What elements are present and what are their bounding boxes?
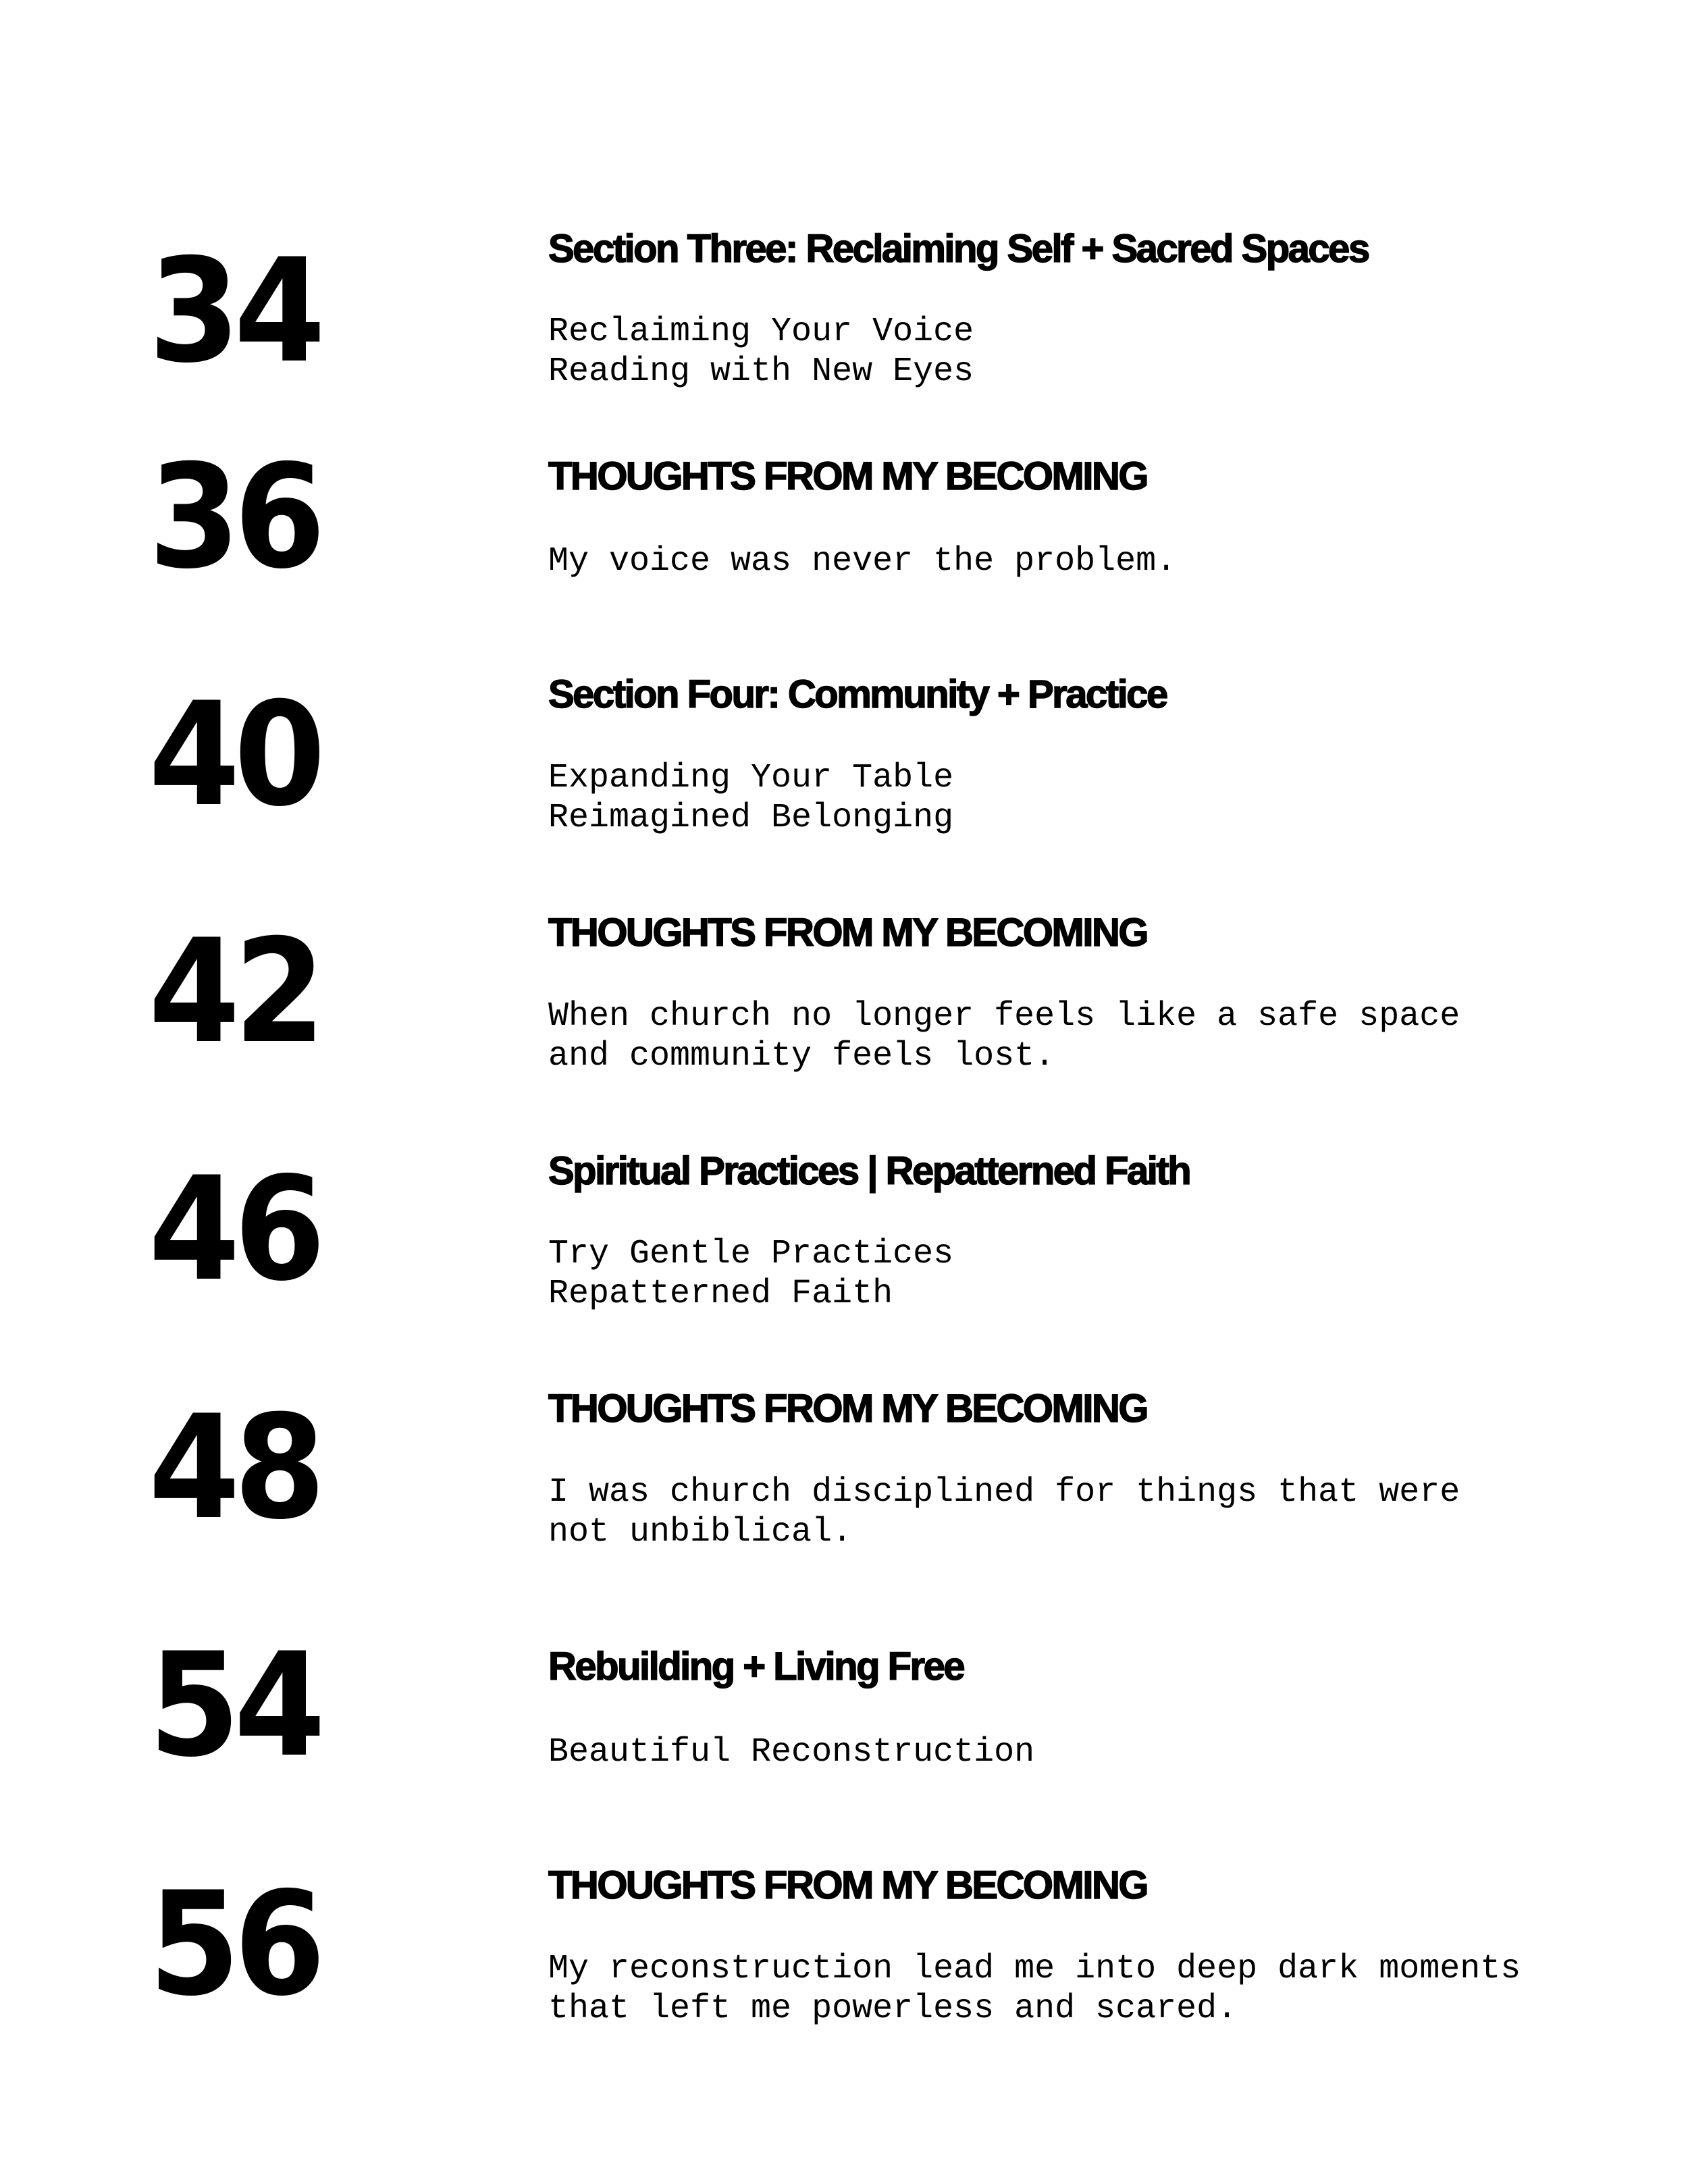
page-number: 54: [149, 1622, 320, 1788]
entry-subtitle-list: [548, 1732, 1034, 1772]
entry-heading: Section Four: Community + Practice: [548, 672, 1167, 716]
entry-subtitle: Reimagined Belonging: [548, 799, 954, 837]
entry-subtitle: Reading with New Eyes: [548, 352, 974, 391]
entry-subtitle: I was church disciplined for things that were: [548, 1473, 1460, 1512]
entry-heading: Rebuilding + Living Free: [548, 1645, 964, 1688]
entry-subtitle: Expanding Your Table: [548, 759, 954, 797]
page-number: 36: [149, 433, 320, 600]
page-number: 56: [149, 1861, 320, 2027]
entry-subtitle-list: [548, 1949, 1521, 2029]
entry-heading: Section Three: Reclaiming Self + Sacred Spaces: [548, 227, 1369, 271]
entry-subtitle-list: [548, 541, 1176, 581]
entry-subtitle-list: [548, 1472, 1460, 1552]
entry-subtitle-list: [548, 758, 953, 838]
entry-heading: THOUGHTS FROM MY BECOMING: [548, 1863, 1147, 1907]
entry-heading: THOUGHTS FROM MY BECOMING: [548, 454, 1147, 498]
entry-subtitle: Try Gentle Practices: [548, 1235, 954, 1273]
entry-heading: THOUGHTS FROM MY BECOMING: [548, 911, 1147, 955]
entry-subtitle-list: [548, 1234, 953, 1314]
entry-subtitle: My reconstruction lead me into deep dark moments: [548, 1950, 1521, 1988]
page-number: 46: [149, 1146, 320, 1312]
entry-subtitle: Beautiful Reconstruction: [548, 1733, 1035, 1772]
entry-subtitle: Repatterned Faith: [548, 1275, 893, 1313]
entry-subtitle: that left me powerless and scared.: [548, 1990, 1238, 2028]
entry-subtitle: and community feels lost.: [548, 1037, 1055, 1075]
entry-subtitle: My voice was never the problem.: [548, 542, 1177, 581]
entry-heading: Spiritual Practices | Repatterned Faith: [548, 1149, 1190, 1193]
entry-subtitle-list: [548, 312, 974, 392]
page-number: 34: [149, 228, 320, 394]
entry-subtitle-list: [548, 996, 1460, 1076]
page-number: 42: [149, 908, 320, 1075]
page-number: 48: [149, 1384, 320, 1551]
entry-subtitle: Reclaiming Your Voice: [548, 313, 974, 351]
entry-heading: THOUGHTS FROM MY BECOMING: [548, 1387, 1147, 1431]
entry-subtitle: When church no longer feels like a safe space: [548, 997, 1460, 1036]
page-number: 40: [149, 671, 320, 838]
entry-subtitle: not unbiblical.: [548, 1513, 853, 1551]
